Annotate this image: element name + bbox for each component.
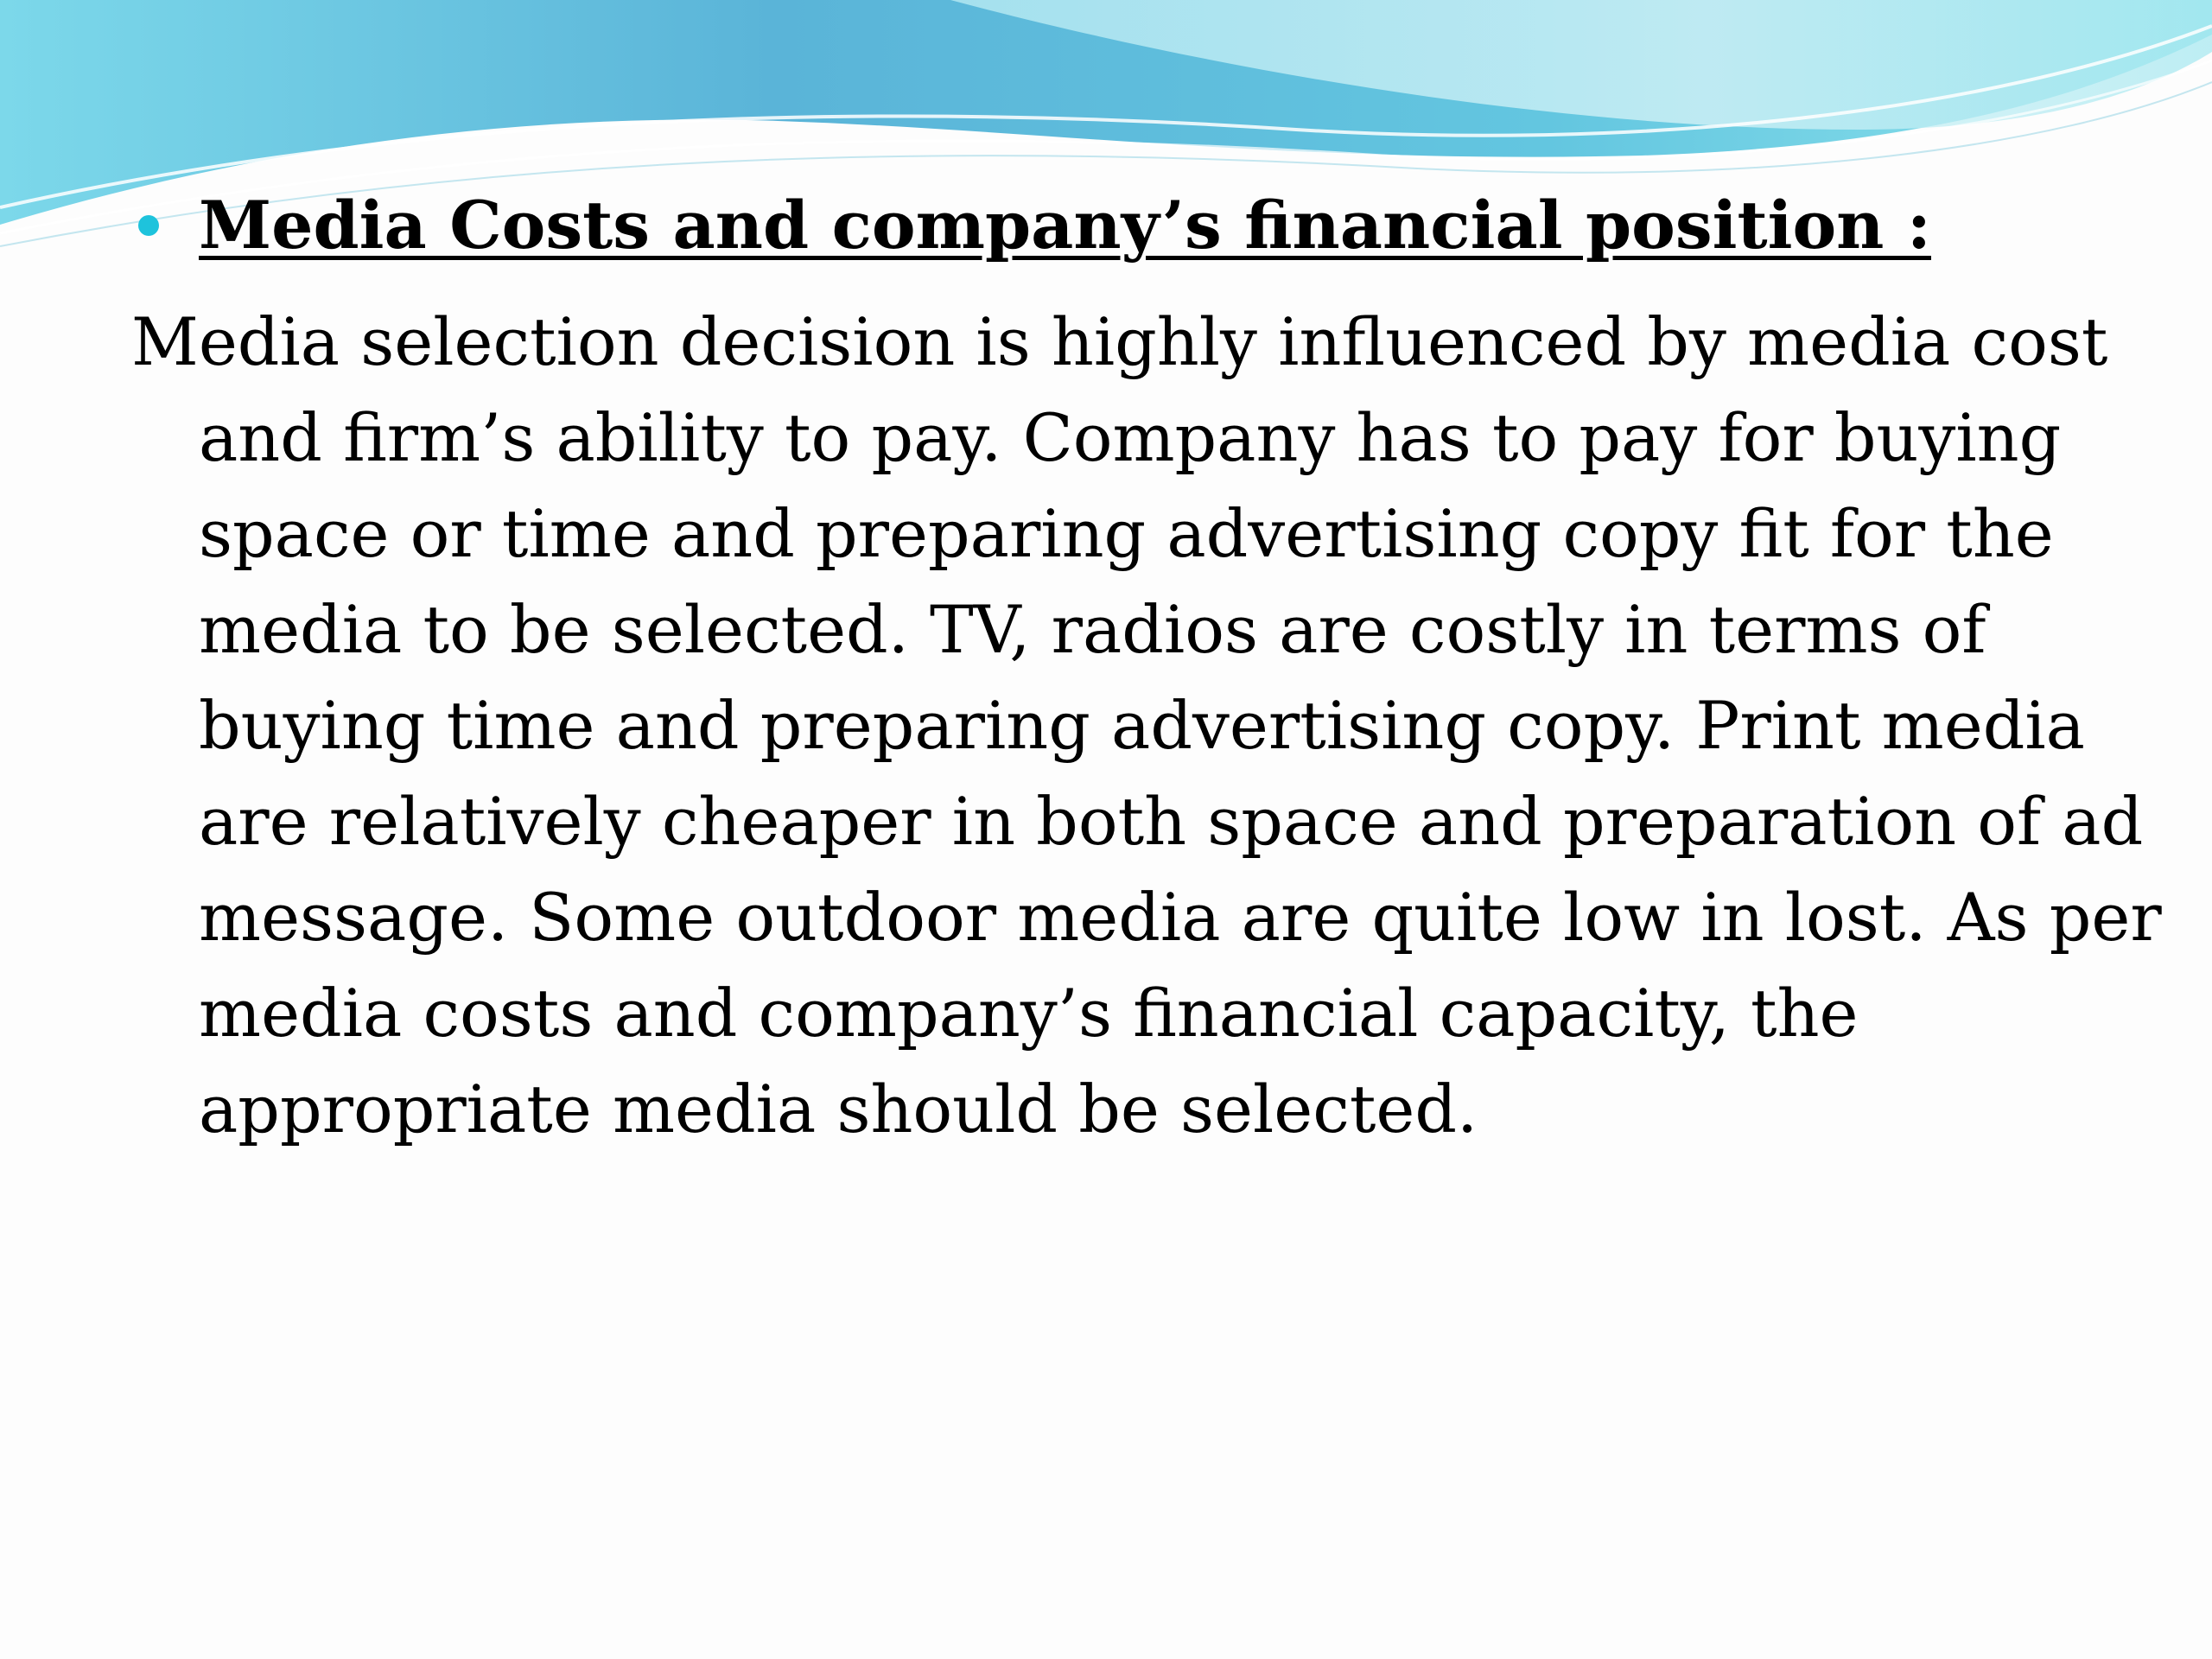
body-paragraph: Media selection decision is highly influenced by media cost and firm’s ability to pay. Company has to pay for buying space or time and preparing advertising copy fit for the media to be selected. TV, radios are costly in terms of buying time and preparing advertising copy. Print media are relatively cheaper in both space and preparation of ad message. Some outdoor media are quite low in lost. As per media costs and company’s financial capacity, the appropriate media should be selected. [131, 303, 2162, 1147]
heading-bullet-item [138, 177, 1931, 274]
bullet-icon [138, 215, 159, 236]
slide-heading: Media Costs and company’s financial position : [199, 187, 1931, 264]
